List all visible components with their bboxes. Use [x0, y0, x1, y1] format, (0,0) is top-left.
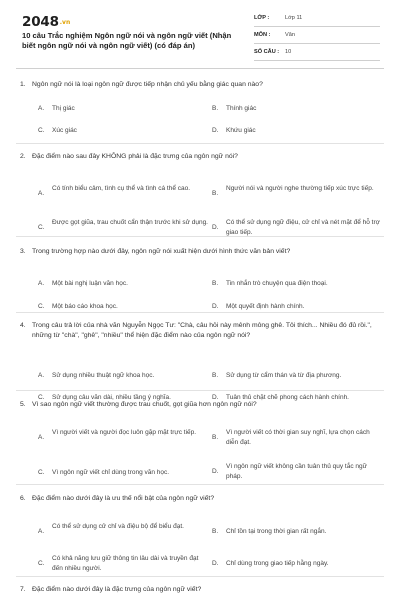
option-text: Có tính biểu cảm, tình cụ thể và tình cá thể cao. — [52, 185, 191, 192]
option-letter: D. — [212, 127, 219, 134]
question-5 — [16, 400, 384, 480]
option-text: Vì người viết có thời gian suy nghĩ, lựa chọn cách diễn đạt. — [226, 429, 370, 446]
question-text — [16, 247, 384, 257]
option-b[interactable] — [212, 184, 382, 197]
meta-value: 10 — [285, 49, 292, 55]
document-header — [0, 0, 400, 68]
meta-label: MÔN : — [254, 32, 271, 38]
option-d[interactable] — [212, 559, 382, 569]
question-number: 6. — [20, 495, 26, 502]
question-2 — [16, 152, 384, 236]
logo-suffix: .vn — [59, 19, 71, 26]
meta-label: SỐ CÂU : — [254, 49, 280, 55]
option-text: Sử dụng nhiều thuật ngữ khoa học. — [52, 372, 155, 379]
question-number: 2. — [20, 153, 26, 160]
question-stem: Trong trường hợp nào dưới đây, ngôn ngữ nói xuất hiện dưới hình thức văn bản viết? — [32, 248, 291, 255]
option-letter: A. — [38, 434, 45, 441]
option-letter: D. — [212, 468, 219, 475]
option-d[interactable] — [212, 126, 382, 136]
option-b[interactable] — [212, 104, 382, 114]
option-letter: D. — [212, 560, 219, 567]
question-separator — [16, 576, 384, 577]
option-letter: C. — [38, 394, 45, 401]
option-b[interactable] — [212, 428, 382, 448]
option-letter: B. — [212, 280, 219, 287]
option-text: Người nói và người nghe thường tiếp xúc trực tiếp. — [226, 185, 374, 192]
question-number: 1. — [20, 81, 26, 88]
option-b[interactable] — [212, 371, 382, 381]
meta-row-subject — [254, 29, 380, 44]
question-text — [16, 585, 384, 595]
option-text: Một quyết định hành chính. — [226, 303, 305, 310]
option-text: Sử dụng từ cẩm thán và từ địa phương. — [226, 372, 342, 379]
meta-row-grade — [254, 12, 380, 27]
question-4 — [16, 321, 384, 401]
meta-value: Văn — [285, 32, 295, 38]
option-letter: C. — [38, 224, 45, 231]
option-c[interactable] — [38, 468, 210, 478]
question-stem: Trong câu trả lời của nhà văn Nguyễn Ngọc Tư: "Chà, câu hỏi này mênh mông ghê. Tôi thích... Nhiều đó đủ rồi.", những từ "chà", "ghê", "nhiều" thể hiện đặc điểm nào của ngôn ngữ nói? — [32, 322, 372, 339]
option-text: Một báo cáo khoa học. — [52, 303, 118, 310]
option-letter: D. — [212, 224, 219, 231]
option-c[interactable] — [38, 126, 188, 136]
question-stem: Vì sao ngôn ngữ viết thường được trau chuốt, gọt giũa hơn ngôn ngữ nói? — [32, 401, 257, 408]
option-b[interactable] — [212, 527, 382, 537]
document-title: 10 câu Trắc nghiệm Ngôn ngữ nói và ngôn ngữ viết (Nhận biết ngôn ngữ nói và ngôn ngữ viết) (có đáp án) — [22, 31, 232, 50]
question-stem: Ngôn ngữ nói là loại ngôn ngữ được tiếp nhận chủ yếu bằng giác quan nào? — [32, 81, 263, 88]
option-text: Tin nhắn trò chuyện qua điện thoại. — [226, 280, 328, 287]
option-text: Sử dụng câu văn dài, nhiều tầng ý nghĩa. — [52, 394, 171, 401]
question-1 — [16, 80, 384, 134]
question-stem: Đặc điểm nào dưới đây là ưu thế nổi bật của ngôn ngữ viết? — [32, 495, 215, 502]
option-text: Có thể sử dụng ngữ điệu, cử chỉ và nét mặt để hỗ trợ giao tiếp. — [226, 219, 380, 236]
option-text: Được gọt giũa, trau chuốt cẩn thận trước khi sử dụng. — [52, 219, 208, 226]
option-text: Thị giác — [52, 105, 75, 112]
option-letter: B. — [212, 105, 219, 112]
option-c[interactable] — [38, 218, 208, 231]
option-d[interactable] — [212, 302, 382, 312]
option-text: Chỉ dùng trong giao tiếp hằng ngày. — [226, 560, 329, 567]
option-letter: C. — [38, 127, 45, 134]
option-letter: B. — [212, 434, 219, 441]
option-letter: C. — [38, 303, 45, 310]
option-a[interactable] — [38, 104, 188, 114]
question-separator — [16, 143, 384, 144]
meta-value: Lớp 11 — [285, 15, 303, 21]
question-number: 5. — [20, 401, 26, 408]
option-letter: B. — [212, 528, 219, 535]
header-divider — [16, 68, 384, 69]
question-text — [16, 494, 384, 504]
question-separator — [16, 390, 384, 391]
question-text — [16, 321, 384, 341]
option-text: Một bài nghị luận văn học. — [52, 280, 128, 287]
option-text: Khứu giác — [226, 127, 256, 134]
option-a[interactable] — [38, 279, 208, 289]
option-letter: C. — [38, 469, 45, 476]
option-letter: C. — [38, 560, 45, 567]
question-6 — [16, 494, 384, 572]
option-letter: A. — [38, 280, 45, 287]
question-7 — [16, 585, 384, 595]
option-text: Tuân thủ chặt chẽ phong cách hành chính. — [226, 394, 349, 401]
logo-text: 2048 — [22, 14, 59, 30]
option-letter: A. — [38, 105, 45, 112]
option-letter: D. — [212, 303, 219, 310]
question-text — [16, 152, 384, 162]
option-text: Vì người viết và người đọc luôn gặp mặt trực tiếp. — [52, 429, 197, 436]
option-text: Chỉ tồn tại trong thời gian rất ngắn. — [226, 528, 327, 535]
option-d[interactable] — [212, 218, 382, 238]
option-letter: B. — [212, 372, 219, 379]
option-a[interactable] — [38, 428, 208, 441]
option-a[interactable] — [38, 371, 208, 381]
option-letter: A. — [38, 190, 45, 197]
option-text: Có khả năng lưu giữ thông tin lâu dài và truyền đạt đến nhiều người. — [52, 555, 199, 572]
option-c[interactable] — [38, 554, 208, 574]
question-stem: Đặc điểm nào sau đây KHÔNG phải là đặc trưng của ngôn ngữ nói? — [32, 153, 238, 160]
option-letter: B. — [212, 190, 219, 197]
question-number: 7. — [20, 586, 26, 593]
option-letter: D. — [212, 394, 219, 401]
meta-label: LỚP : — [254, 15, 270, 21]
question-separator — [16, 484, 384, 485]
option-text: Vì ngôn ngữ viết chỉ dùng trong văn học. — [52, 469, 170, 476]
question-separator — [16, 312, 384, 313]
option-d[interactable] — [212, 462, 382, 482]
question-text — [16, 400, 384, 410]
question-stem: Đặc điểm nào dưới đây là đặc trưng của ngôn ngữ viết? — [32, 586, 202, 593]
question-separator — [16, 236, 384, 237]
option-text: Thính giác — [226, 105, 257, 112]
document-meta — [254, 12, 380, 63]
option-text: Xúc giác — [52, 127, 77, 134]
meta-row-count — [254, 46, 380, 61]
option-a[interactable] — [38, 522, 208, 535]
question-3 — [16, 247, 384, 310]
option-text: Có thể sử dụng cử chỉ và điệu bộ để biểu đạt. — [52, 523, 184, 530]
option-a[interactable] — [38, 184, 208, 197]
question-number: 3. — [20, 248, 26, 255]
option-c[interactable] — [38, 302, 208, 312]
site-logo[interactable] — [22, 14, 70, 30]
option-b[interactable] — [212, 279, 382, 289]
question-text — [16, 80, 384, 90]
option-letter: A. — [38, 528, 45, 535]
option-letter: A. — [38, 372, 45, 379]
option-text: Vì ngôn ngữ viết không cần tuân thủ quy tắc ngữ pháp. — [226, 463, 367, 480]
question-number: 4. — [20, 322, 26, 329]
